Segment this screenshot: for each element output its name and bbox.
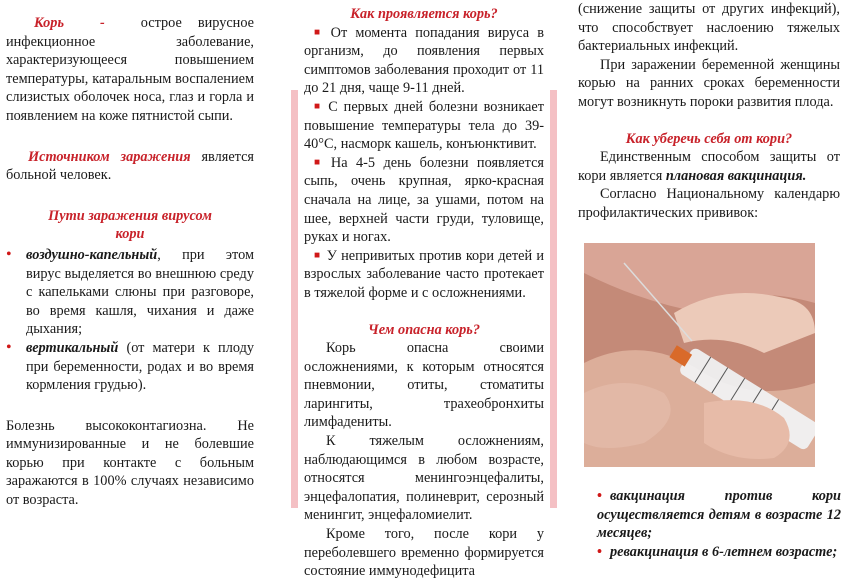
symptom-text: С первых дней болезни возникает повышение температуры тела до 39-40°С, насморк кашель, конъюнктивит.	[304, 98, 544, 153]
immunodeficiency-continued: (снижение защиты от других инфекций), что способствует наслоению тяжелых бактериальных инфекций.	[578, 1, 840, 55]
routes-heading-line2: кори	[115, 226, 145, 243]
measles-term: Корь	[34, 15, 64, 31]
schedule-list	[583, 487, 841, 561]
symptom-text: От момента попадания вируса в организм, до появления первых симптомов заболевания проходит от 11 до 21 дня, чаще 9-11 дней.	[304, 24, 544, 97]
route-text: , при этом вирус выделяется во внешнюю среду с капельками слюны при разговоре, во время кашля, чихания и даже дыхания;	[26, 246, 254, 338]
danger-paragraph: Корь опасна своими осложнениями, к которым относятся пневмонии, отиты, стоматиты ларингиты, трахеобронхиты лимфадениты.	[304, 340, 544, 431]
infection-source-label: Источником заражения	[28, 148, 191, 165]
schedule-text: вакцинация против кори осуществляется детям в возрасте 12 месяцев;	[597, 488, 841, 542]
symptoms-heading: Как проявляется корь?	[350, 6, 498, 22]
column-middle	[304, 5, 544, 581]
definition-dash: -	[99, 15, 105, 31]
bullet-icon: •	[6, 245, 12, 263]
schedule-item	[583, 543, 841, 562]
calendar-text: Согласно Национальному календарю профилактических прививок:	[578, 186, 840, 221]
syringe-injection-illustration	[584, 243, 815, 467]
protection-term: плановая вакцинация.	[665, 167, 807, 184]
symptom-item	[304, 247, 544, 303]
protection-heading: Как уберечь себя от кори?	[625, 130, 793, 147]
vaccination-photo	[584, 243, 815, 467]
danger-paragraph: К тяжелым осложнениям, наблюдающимся в любом возрасте, относятся менингоэнцефалиты, энцефалопатия, полиневрит, серозный менингит, энцефаломиелит.	[304, 433, 544, 524]
column-left	[6, 14, 254, 510]
routes-heading-line1: Пути заражения вирусом	[48, 207, 212, 224]
protection-text-main: Единственным способом защиты от кори является	[578, 149, 840, 184]
route-item	[6, 246, 254, 339]
route-text: (от матери к плоду при беременности, родах и во время кормления грудью).	[26, 339, 254, 394]
contagion-text: Болезнь высококонтагиозна. Не иммунизированные и не болевшие корью при контакте с больным заражаются в 100% случаях независимо от возраста.	[6, 417, 254, 509]
routes-heading	[6, 207, 254, 244]
definition-text: острое вирусное инфекционное заболевание, характеризующееся повышением температуры, катаральным воспалением слизистых оболочек носа, глаз и горла и появлением на коже пятнистой сыпи.	[6, 15, 255, 124]
route-item	[6, 339, 254, 395]
schedule-item	[583, 487, 841, 543]
bullet-icon: •	[6, 338, 12, 356]
square-bullet-icon: ■	[314, 249, 321, 261]
danger-heading: Чем опасна корь?	[368, 321, 480, 338]
schedule-text: ревакцинация в 6-летнем возрасте;	[610, 543, 838, 560]
danger-paragraph: Кроме того, после кори у переболевшего временно формируется состояние иммунодефицита	[304, 526, 544, 580]
route-term: воздушно-капельный	[26, 246, 158, 263]
measles-definition	[6, 14, 254, 126]
symptom-item	[304, 154, 544, 247]
bullet-icon: •	[597, 488, 603, 504]
route-term: вертикальный	[26, 339, 119, 356]
bullet-icon: •	[597, 543, 603, 560]
infection-source	[6, 148, 254, 185]
infection-source-text: является больной человек.	[6, 148, 255, 184]
square-bullet-icon: ■	[314, 156, 325, 168]
square-bullet-icon: ■	[314, 26, 325, 38]
pregnancy-text: При заражении беременной женщины корью на ранних сроках беременности могут возникнуть пороки развития плода.	[578, 56, 840, 110]
symptom-item	[304, 98, 544, 154]
decorative-bar-left	[291, 90, 298, 508]
symptom-text: У непривитых против кори детей и взрослых заболевание часто протекает в тяжелой форме и с осложнениями.	[304, 247, 545, 301]
protection-text	[578, 148, 840, 185]
column-right	[578, 0, 840, 223]
square-bullet-icon: ■	[314, 100, 323, 112]
symptom-text: На 4-5 день болезни появляется сыпь, очень крупная, ярко-красная сначала на лице, за ушами, потом на шее, верхней части груди, туловище, руках и ногах.	[304, 154, 544, 246]
decorative-bar-right	[550, 90, 557, 508]
symptom-item	[304, 24, 544, 98]
